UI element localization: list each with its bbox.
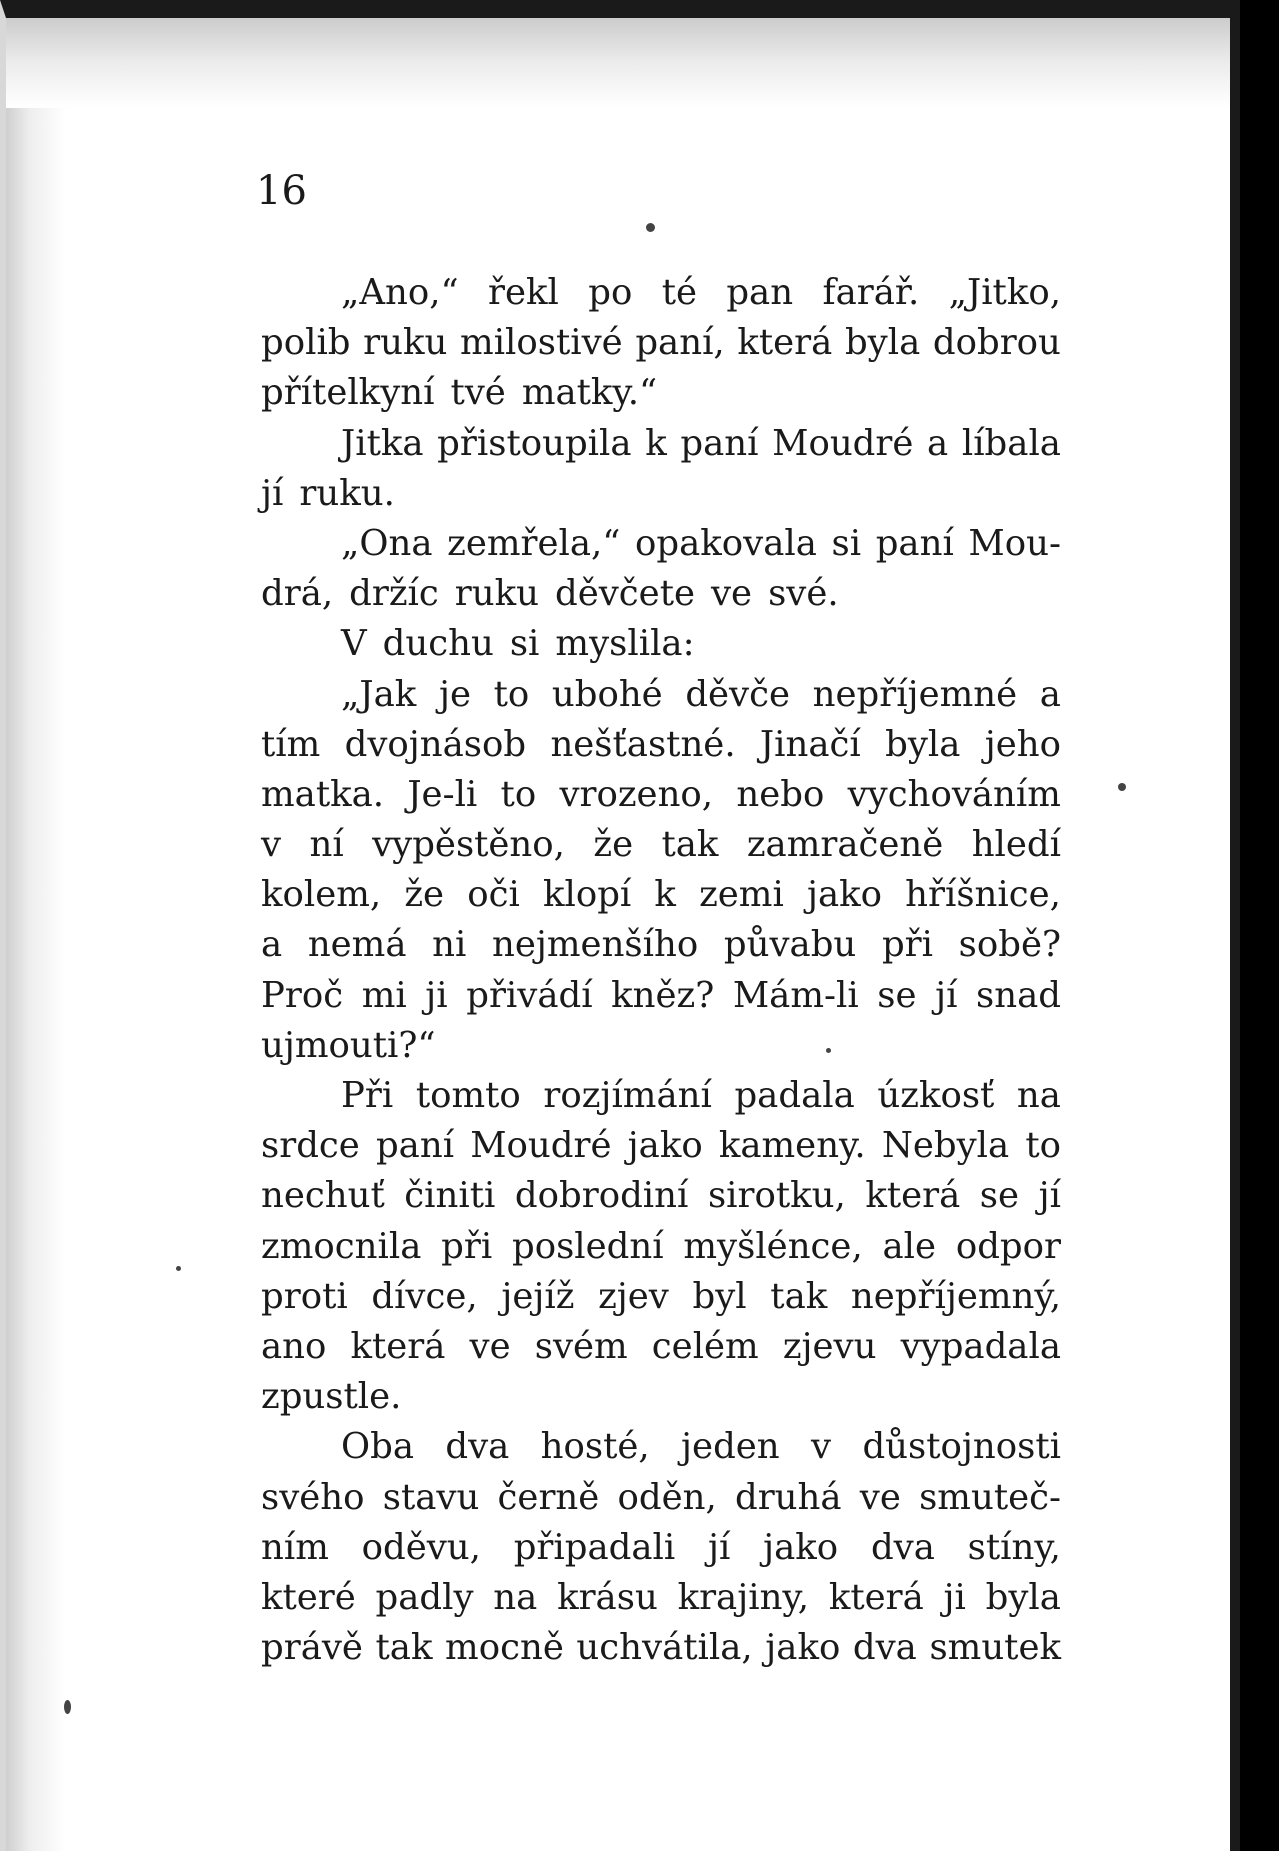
word: byl: [692, 1275, 747, 1317]
word: ale: [882, 1225, 937, 1267]
word: klopí: [542, 874, 632, 916]
word: Moudré: [470, 1125, 612, 1167]
word: hosté,: [540, 1426, 650, 1468]
word: Mou-: [968, 522, 1061, 564]
word: hledí: [971, 824, 1061, 866]
word: nebo: [736, 773, 825, 815]
text-line: [261, 870, 1061, 920]
word: vychováním: [847, 773, 1061, 815]
word: nemá: [307, 924, 407, 966]
word: matky.“: [521, 372, 658, 414]
word: vrozeno,: [559, 773, 714, 815]
word: smuteč-: [919, 1476, 1061, 1518]
page-edge-right: [1230, 18, 1240, 1851]
word: při: [881, 924, 933, 966]
word: zpustle.: [261, 1376, 402, 1418]
word: tomto: [415, 1075, 521, 1116]
word: byla: [985, 1576, 1061, 1618]
text-line: [261, 368, 1061, 418]
word: se: [979, 1175, 1020, 1217]
word: paní,: [635, 322, 725, 364]
word: polib: [261, 322, 351, 364]
text-line: [261, 1171, 1061, 1221]
word: to: [493, 673, 530, 715]
word: „Jak: [341, 673, 417, 715]
word: sirotku,: [707, 1175, 846, 1217]
word: ve: [859, 1476, 901, 1518]
word: svého: [261, 1476, 365, 1518]
dust-speck: [176, 1266, 181, 1271]
word: dvojnásob: [344, 723, 527, 765]
word: děvče: [685, 673, 791, 715]
word: připadali: [513, 1526, 676, 1568]
word: černě: [497, 1476, 600, 1518]
scan-shadow-top: [6, 18, 1240, 108]
word: své.: [768, 573, 839, 615]
word: duchu: [382, 623, 494, 665]
word: padala: [734, 1075, 855, 1116]
word: ni: [432, 924, 467, 966]
word: druhá: [734, 1476, 842, 1518]
word: hříšnice,: [905, 874, 1061, 916]
text-line: [261, 619, 1061, 669]
word: dívce,: [371, 1275, 478, 1317]
text-line: [261, 971, 1061, 1021]
word: právě: [261, 1627, 363, 1669]
word: Proč: [261, 974, 344, 1016]
word: dva: [852, 1627, 917, 1669]
word: zemřela,“: [447, 522, 621, 564]
word: stíny,: [967, 1526, 1061, 1568]
text-line: [261, 820, 1061, 870]
word: mi: [361, 974, 407, 1016]
word: „Jitko,: [948, 272, 1061, 313]
text-line: [261, 1573, 1061, 1623]
word: kameny.: [718, 1125, 866, 1167]
word: uchvátila,: [576, 1627, 753, 1669]
word: myšlénce,: [683, 1225, 863, 1267]
word: ano: [261, 1325, 327, 1367]
word: nepříjemný,: [850, 1275, 1061, 1317]
word: k: [645, 422, 667, 464]
word: tak: [770, 1275, 828, 1317]
word: zjevu: [782, 1325, 877, 1367]
word: Moudré: [772, 422, 914, 464]
word: jí: [1038, 1175, 1061, 1217]
word: byla: [844, 322, 921, 364]
word: jako: [806, 874, 883, 916]
word: a: [927, 422, 949, 464]
text-line: [261, 469, 1061, 519]
word: zemi: [699, 874, 784, 916]
dust-speck: [64, 1700, 71, 1714]
word: oděvu,: [361, 1526, 481, 1568]
word: kolem,: [261, 874, 382, 916]
word: padly: [375, 1576, 474, 1618]
word: ním: [261, 1526, 329, 1568]
word: pan: [726, 272, 794, 313]
word: ujmouti?“: [261, 1024, 436, 1066]
word: jí: [261, 472, 284, 514]
word: řekl: [488, 272, 559, 313]
body-text: [261, 268, 1061, 1673]
word: která: [865, 1175, 961, 1217]
word: ji: [425, 974, 448, 1016]
text-line: [261, 1272, 1061, 1322]
text-line: [261, 1071, 1061, 1121]
text-line: [261, 1222, 1061, 1272]
word: ve: [469, 1325, 511, 1367]
word: které: [261, 1576, 356, 1618]
text-line: [261, 670, 1061, 720]
word: svém: [534, 1325, 628, 1367]
word: sobě?: [958, 924, 1061, 966]
word: tak: [661, 824, 719, 866]
word: jako: [765, 1627, 841, 1669]
word: Mám-li: [732, 974, 859, 1016]
word: si: [831, 522, 862, 564]
word: na: [493, 1576, 538, 1618]
word: paní: [375, 1125, 455, 1167]
word: drá,: [261, 573, 334, 615]
word: která: [350, 1325, 446, 1367]
word: si: [509, 623, 540, 665]
word: přistoupila: [437, 422, 632, 464]
word: přivádí: [466, 974, 593, 1016]
word: jeden: [681, 1426, 780, 1468]
word: jako: [627, 1125, 703, 1167]
text-line: [261, 1322, 1061, 1372]
dust-speck: [1118, 783, 1126, 791]
text-line: [261, 318, 1061, 368]
word: jejíž: [501, 1275, 575, 1317]
word: Při: [341, 1075, 394, 1116]
word: vypadala: [900, 1325, 1061, 1367]
word: celém: [651, 1325, 759, 1367]
word: krajiny,: [677, 1576, 810, 1618]
text-line: [261, 419, 1061, 469]
word: zjev: [598, 1275, 669, 1317]
word: zmocnila: [261, 1225, 422, 1267]
word: se: [877, 974, 917, 1016]
word: ve: [710, 573, 753, 615]
word: proti: [261, 1275, 348, 1317]
word: krásu: [557, 1576, 658, 1618]
text-line: [261, 1623, 1061, 1673]
word: v: [261, 824, 282, 866]
word: farář.: [822, 272, 920, 313]
word: Je-li: [407, 773, 478, 815]
word: Jitka: [341, 422, 424, 464]
word: „Ano,“: [341, 272, 459, 313]
word: byla: [885, 723, 961, 765]
text-line: [261, 1473, 1061, 1523]
word: nepříjemné: [812, 673, 1018, 715]
word: nešťastné.: [550, 723, 736, 765]
text-line: [261, 720, 1061, 770]
word: Oba: [341, 1426, 414, 1468]
word: to: [500, 773, 537, 815]
text-line: [261, 1121, 1061, 1171]
word: té: [661, 272, 697, 313]
word: ji: [943, 1576, 966, 1618]
word: kněz?: [611, 974, 715, 1016]
word: myslila:: [555, 623, 695, 665]
word: a: [1039, 673, 1061, 715]
word: oči: [467, 874, 520, 916]
word: ruku: [454, 573, 540, 615]
page-number: 16: [256, 168, 307, 214]
word: Jinačí: [759, 723, 861, 765]
word: děvčete: [555, 573, 695, 615]
word: je: [438, 673, 471, 715]
word: paní: [875, 522, 954, 564]
word: Nebyla: [881, 1125, 1010, 1167]
word: odpor: [955, 1225, 1061, 1267]
text-line: [261, 1523, 1061, 1573]
word: V: [341, 623, 367, 665]
text-line: [261, 920, 1061, 970]
word: snad: [976, 974, 1061, 1016]
word: oděn,: [617, 1476, 717, 1518]
word: že: [593, 824, 634, 866]
word: a: [261, 924, 283, 966]
word: přítelkyní: [261, 372, 435, 414]
word: rozjímání: [543, 1075, 712, 1116]
word: po: [588, 272, 633, 313]
scan-shadow-left: [6, 18, 66, 1851]
word: činiti: [404, 1175, 496, 1217]
word: při: [441, 1225, 493, 1267]
word: ní: [309, 824, 344, 866]
word: důstojnosti: [862, 1426, 1061, 1468]
word: úzkosť: [877, 1075, 995, 1116]
text-line: [261, 770, 1061, 820]
text-line: [261, 1372, 1061, 1422]
word: nejmenšího: [492, 924, 699, 966]
word: jí: [935, 974, 958, 1016]
word: ruku: [363, 322, 448, 364]
dust-speck: [646, 223, 655, 232]
word: dobrou: [932, 322, 1061, 364]
text-line: [261, 569, 1061, 619]
word: dobrodiní: [514, 1175, 689, 1217]
word: jeho: [984, 723, 1061, 765]
word: tím: [261, 723, 321, 765]
word: ubohé: [551, 673, 663, 715]
text-line: [261, 519, 1061, 569]
word: zamračeně: [746, 824, 944, 866]
word: opakovala: [635, 522, 817, 564]
word: paní: [680, 422, 759, 464]
word: nechuť: [261, 1175, 385, 1217]
word: na: [1016, 1075, 1061, 1116]
word: to: [1025, 1125, 1061, 1167]
word: že: [404, 874, 445, 916]
word: jako: [763, 1526, 839, 1568]
text-line: [261, 268, 1061, 318]
word: v: [811, 1426, 832, 1468]
word: držíc: [349, 573, 439, 615]
word: mocně: [445, 1627, 564, 1669]
word: líbala: [961, 422, 1061, 464]
word: která: [737, 322, 833, 364]
word: „Ona: [341, 522, 433, 564]
word: srdce: [261, 1125, 360, 1167]
text-line: [261, 1422, 1061, 1472]
text-line: [261, 1021, 1061, 1071]
word: jí: [708, 1526, 731, 1568]
word: smutek: [929, 1627, 1061, 1669]
word: tvé: [450, 372, 506, 414]
word: k: [654, 874, 676, 916]
word: stavu: [382, 1476, 480, 1518]
word: dva: [445, 1426, 510, 1468]
word: matka.: [261, 773, 385, 815]
word: tak: [375, 1627, 433, 1669]
word: dva: [870, 1526, 935, 1568]
word: vypěstěno,: [372, 824, 565, 866]
word: ruku.: [299, 472, 395, 514]
word: která: [828, 1576, 924, 1618]
word: poslední: [511, 1225, 664, 1267]
word: milostivé: [460, 322, 623, 364]
word: půvabu: [723, 924, 857, 966]
